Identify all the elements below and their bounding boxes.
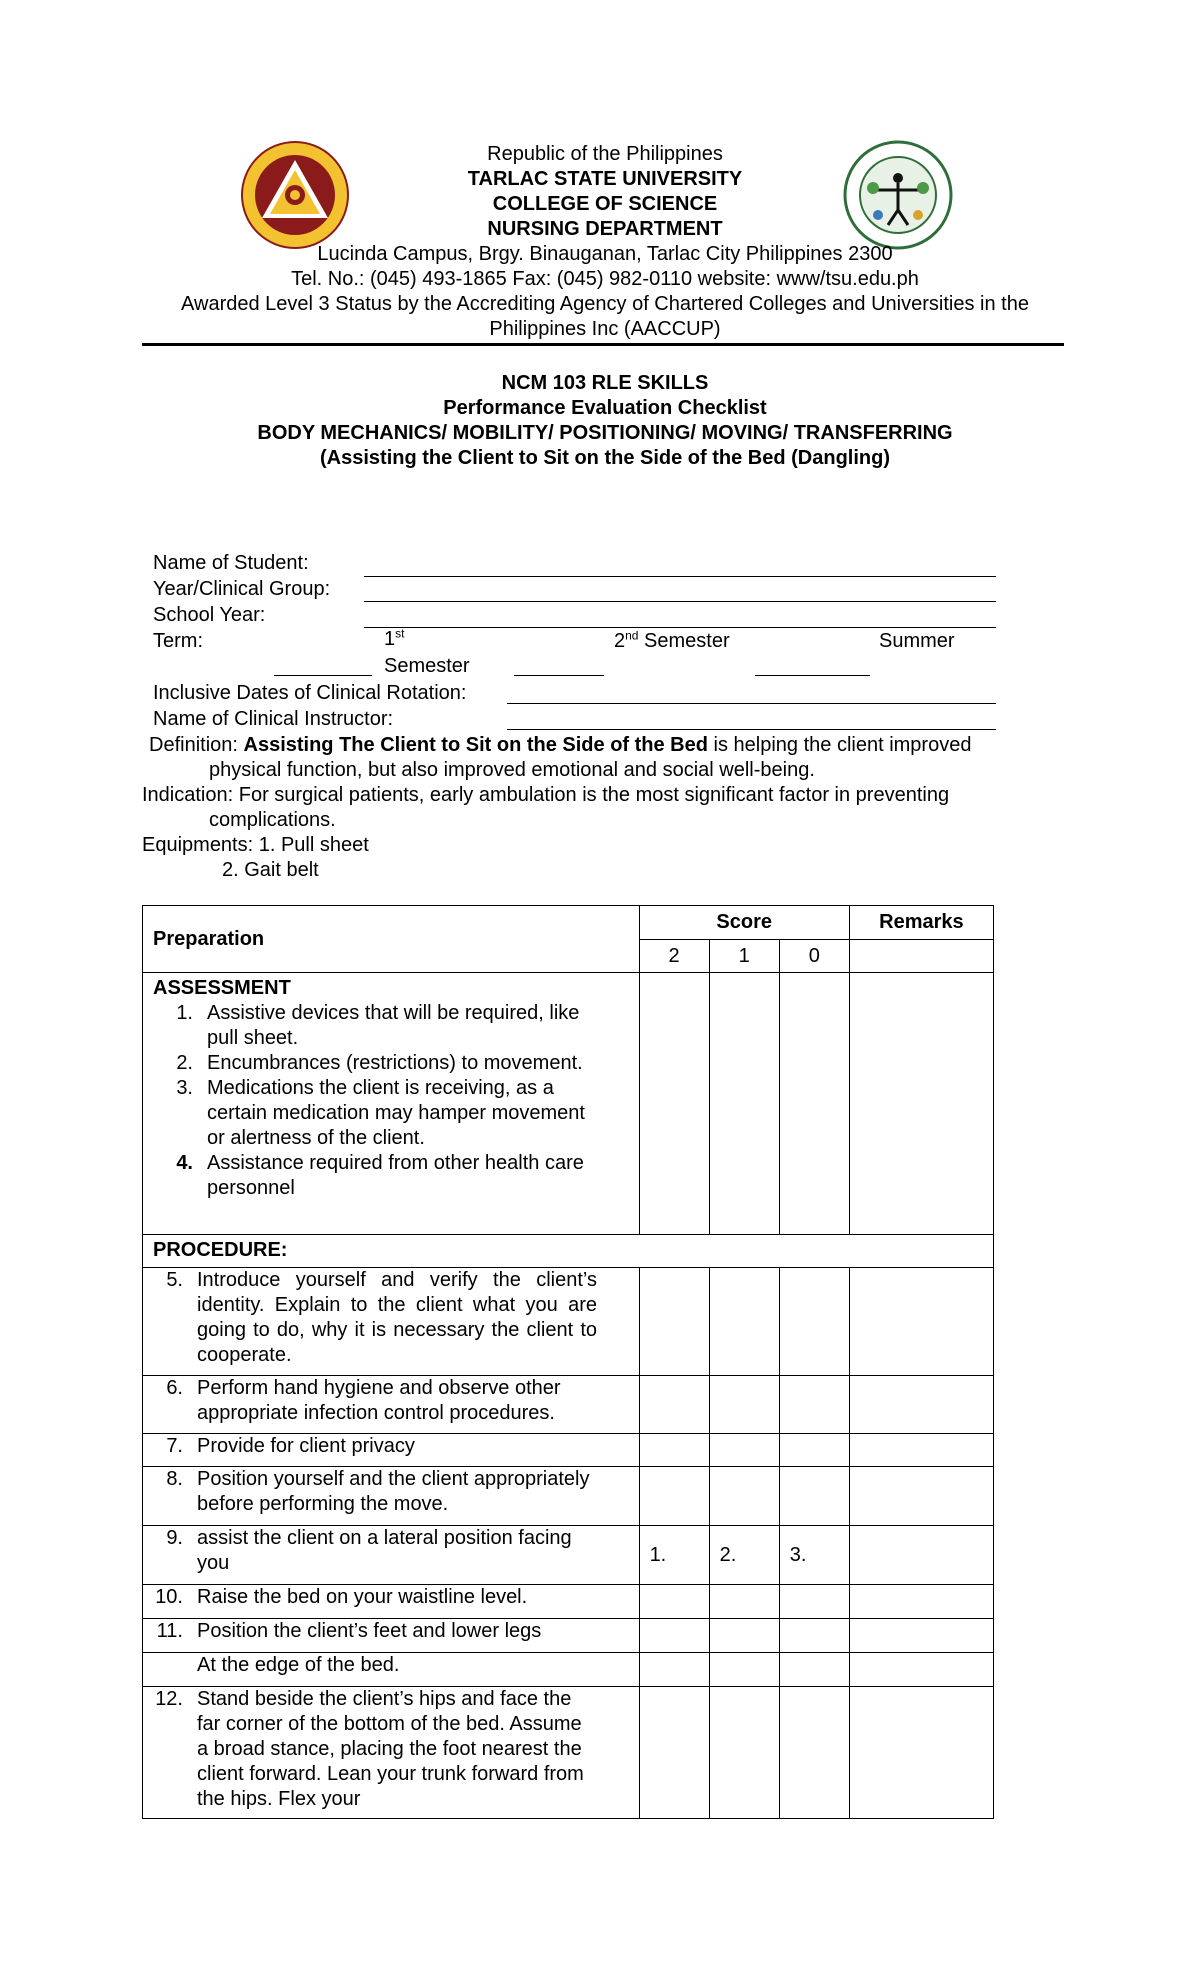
indication-cont: complications. (209, 809, 336, 831)
score-cell[interactable] (709, 1653, 779, 1687)
label-term: Term: (153, 630, 203, 652)
group-field[interactable] (364, 601, 996, 602)
score-cell[interactable] (709, 1687, 779, 1819)
step-11-cont: At the edge of the bed. (143, 1653, 640, 1687)
subtopic-title: (Assisting the Client to Sit on the Side of the Bed (Dangling) (320, 447, 890, 469)
term-second-checkbox-line[interactable] (514, 675, 604, 676)
score-cell[interactable] (779, 1434, 849, 1467)
label-dates: Inclusive Dates of Clinical Rotation: (153, 682, 467, 704)
score-col-0: 0 (779, 940, 849, 973)
dates-field[interactable] (507, 703, 996, 704)
score-col-1: 1 (709, 940, 779, 973)
year-field[interactable] (364, 627, 996, 628)
assessment-cell (143, 973, 640, 1235)
score-cell[interactable] (709, 1268, 779, 1376)
address-line: Lucinda Campus, Brgy. Binauganan, Tarlac City Philippines 2300 (317, 243, 893, 265)
award-line-1: Awarded Level 3 Status by the Accrediting Agency of Chartered Colleges and Universities in the (181, 293, 1029, 315)
assessment-title: ASSESSMENT (153, 977, 291, 999)
remarks-cell[interactable] (849, 940, 993, 973)
remarks-cell[interactable] (849, 1653, 993, 1687)
score-cell[interactable] (639, 1585, 709, 1619)
score-col-2: 2 (639, 940, 709, 973)
assessment-item: 3. Medications the client is receiving, as a certain medication may hamper movement or alertness of the client. (176, 1077, 585, 1149)
label-student: Name of Student: (153, 552, 309, 574)
equipments-2: 2. Gait belt (222, 859, 319, 881)
score-cell[interactable]: 1. (639, 1526, 709, 1585)
score-cell[interactable]: 2. (709, 1526, 779, 1585)
score-cell[interactable] (779, 973, 849, 1235)
republic-line: Republic of the Philippines (487, 143, 723, 165)
header-remarks: Remarks (849, 906, 993, 940)
score-cell[interactable] (639, 1687, 709, 1819)
remarks-cell[interactable] (849, 973, 993, 1235)
term-summer-checkbox-line[interactable] (755, 675, 870, 676)
score-cell[interactable] (639, 1376, 709, 1434)
college-name: COLLEGE OF SCIENCE (492, 193, 718, 215)
label-instructor: Name of Clinical Instructor: (153, 708, 394, 730)
term-summer: Summer (879, 630, 955, 652)
student-name-field[interactable] (364, 576, 996, 577)
score-cell[interactable] (639, 1653, 709, 1687)
contact-line: Tel. No.: (045) 493-1865 Fax: (045) 982-0110 website: www/tsu.edu.ph (291, 268, 919, 290)
term-first: 1st (384, 626, 405, 650)
remarks-cell[interactable] (849, 1467, 993, 1526)
score-cell[interactable] (779, 1585, 849, 1619)
score-cell[interactable] (709, 1434, 779, 1467)
score-cell[interactable] (709, 1585, 779, 1619)
step-10: 10. Raise the bed on your waistline level. (143, 1585, 640, 1619)
assessment-item: 1. Assistive devices that will be required, like pull sheet. (176, 1002, 580, 1049)
score-cell[interactable] (779, 1467, 849, 1526)
remarks-cell[interactable] (849, 1585, 993, 1619)
score-cell[interactable] (709, 1619, 779, 1653)
score-cell[interactable] (639, 1434, 709, 1467)
score-cell[interactable] (639, 1619, 709, 1653)
remarks-cell[interactable] (849, 1619, 993, 1653)
score-cell[interactable] (779, 1619, 849, 1653)
score-cell[interactable]: 3. (779, 1526, 849, 1585)
header-preparation: Preparation (143, 906, 640, 973)
award-line-2: Philippines Inc (AACCUP) (489, 318, 721, 340)
score-cell[interactable] (779, 1653, 849, 1687)
course-title: NCM 103 RLE SKILLS (501, 372, 709, 394)
step-11: 11. Position the client’s feet and lower legs (143, 1619, 640, 1653)
term-first-checkbox-line[interactable] (274, 675, 372, 676)
score-cell[interactable] (709, 1376, 779, 1434)
score-cell[interactable] (639, 973, 709, 1235)
label-group: Year/Clinical Group: (153, 578, 331, 600)
step-6: 6. Perform hand hygiene and observe other appropriate infection control procedures. (143, 1376, 640, 1434)
definition-cont: physical function, but also improved emotional and social well-being. (209, 759, 815, 781)
equipments: Equipments: 1. Pull sheet (142, 834, 369, 856)
department-name: NURSING DEPARTMENT (487, 218, 723, 240)
topic-title: BODY MECHANICS/ MOBILITY/ POSITIONING/ MOVING/ TRANSFERRING (257, 422, 953, 444)
definition: Definition: Assisting The Client to Sit on the Side of the Bed is helping the client improved (149, 734, 972, 756)
label-year: School Year: (153, 604, 266, 626)
remarks-cell[interactable] (849, 1376, 993, 1434)
step-8: 8. Position yourself and the client appropriately before performing the move. (143, 1467, 640, 1526)
score-cell[interactable] (639, 1467, 709, 1526)
score-cell[interactable] (709, 1467, 779, 1526)
step-9: 9. assist the client on a lateral position facing you (143, 1526, 640, 1585)
evaluation-table (142, 905, 994, 1819)
score-cell[interactable] (779, 1268, 849, 1376)
score-cell[interactable] (779, 1687, 849, 1819)
assessment-item: 2. Encumbrances (restrictions) to movement. (176, 1052, 583, 1074)
remarks-cell[interactable] (849, 1268, 993, 1376)
score-cell[interactable] (709, 973, 779, 1235)
doc-title: Performance Evaluation Checklist (443, 397, 767, 419)
term-second: 2nd Semester (614, 628, 730, 652)
indication: Indication: For surgical patients, early ambulation is the most significant factor in preventing (142, 784, 950, 806)
university-name: TARLAC STATE UNIVERSITY (467, 168, 743, 190)
header-rule (142, 343, 1064, 346)
remarks-cell[interactable] (849, 1526, 993, 1585)
procedure-title: PROCEDURE: (143, 1235, 994, 1268)
step-7: 7. Provide for client privacy (143, 1434, 640, 1467)
remarks-cell[interactable] (849, 1434, 993, 1467)
step-5: 5. Introduce yourself and verify the client’s identity. Explain to the client what you are going to do, why it is necessary the client to cooperate. (143, 1268, 640, 1376)
remarks-cell[interactable] (849, 1687, 993, 1819)
score-cell[interactable] (779, 1376, 849, 1434)
step-12: 12. Stand beside the client’s hips and face the far corner of the bottom of the bed. Assume a broad stance, placing the foot nearest the client forward. Lean your trunk forward from the hips. Flex your (143, 1687, 640, 1819)
score-cell[interactable] (639, 1268, 709, 1376)
instructor-field[interactable] (507, 729, 996, 730)
term-first-cont: Semester (384, 655, 470, 677)
assessment-item: 4. Assistance required from other health care personnel (176, 1152, 584, 1199)
header-score: Score (639, 906, 849, 940)
